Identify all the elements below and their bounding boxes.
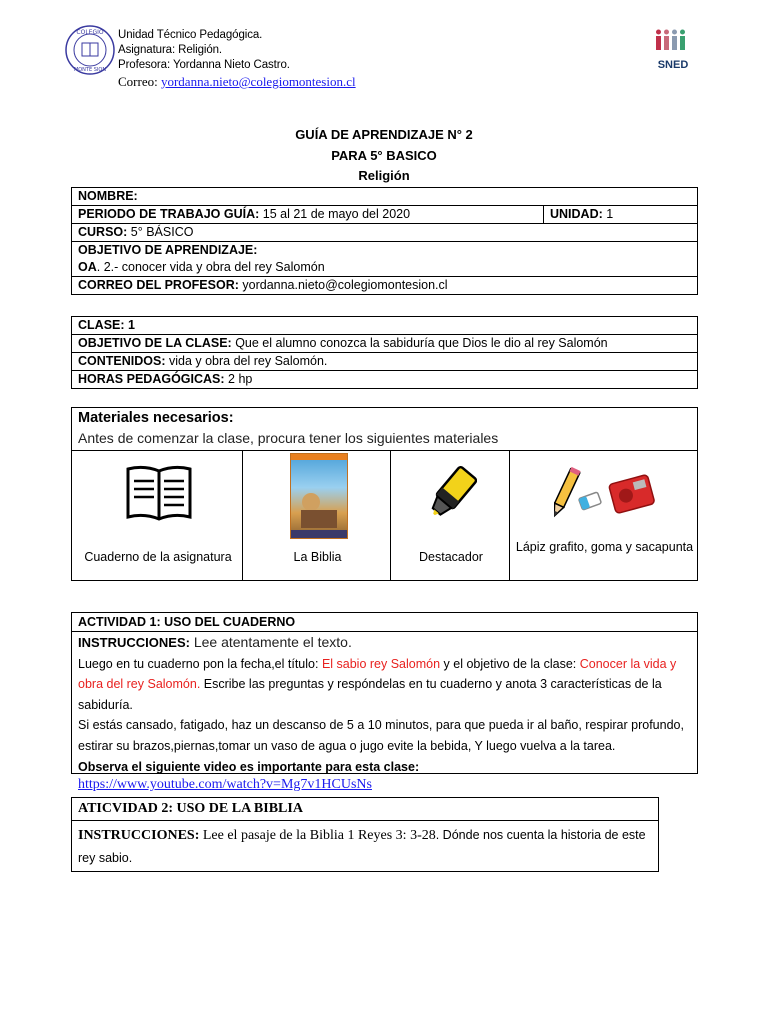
material-cell-lapiz	[509, 450, 698, 581]
unidad-cell: UNIDAD: 1	[544, 206, 698, 224]
material-label-biblia: La Biblia	[293, 550, 342, 564]
svg-text:MONTE SION: MONTE SION	[73, 67, 107, 73]
actividad1-box	[71, 612, 698, 793]
materiales-title: Materiales necesarios:	[78, 410, 234, 426]
curso-row: CURSO: 5° BÁSICO	[72, 224, 698, 242]
horas-row: HORAS PEDAGÓGICAS: 2 hp	[72, 371, 698, 389]
actividad1-title: ACTIVIDAD 1: USO DEL CUADERNO	[78, 615, 296, 629]
actividad1-title-row	[72, 613, 697, 632]
header-teacher: Profesora: Yordanna Nieto Castro.	[118, 59, 290, 71]
actividad2-title-row	[72, 798, 658, 821]
page-title-line1: GUÍA DE APRENDIZAJE N° 2	[295, 127, 473, 142]
actividad2-body: INSTRUCCIONES: Lee el pasaje de la Biblia 1 Reyes 3: 3-28. Dónde nos cuenta la historia de este rey sabio.	[78, 828, 646, 865]
actividad1-instrucciones: INSTRUCCIONES: Lee atentamente el texto.	[78, 634, 352, 650]
pencil-eraser-sharpener-icon	[554, 465, 658, 528]
material-cell-biblia	[242, 450, 391, 581]
header-unit: Unidad Técnico Pedagógica.	[118, 29, 263, 41]
header-email-row	[118, 74, 356, 90]
actividad1-body	[72, 632, 697, 793]
header-email-link[interactable]: yordanna.nieto@colegiomontesion.cl	[160, 74, 356, 89]
material-cell-destacador	[390, 450, 510, 581]
bible-icon	[290, 453, 348, 539]
objetivo-aprendizaje-row: OBJETIVO DE APRENDIZAJE: OA. 2.- conocer vida y obra del rey Salomón	[72, 242, 698, 277]
contenidos-row: CONTENIDOS: vida y obra del rey Salomón.	[72, 353, 698, 371]
header-subject: Asignatura: Religión.	[118, 44, 223, 56]
actividad1-video-row	[78, 777, 691, 793]
notebook-icon	[124, 463, 194, 528]
material-cell-cuaderno	[71, 450, 243, 581]
sned-logo	[648, 28, 698, 71]
material-label-destacador: Destacador	[419, 550, 483, 564]
school-seal-logo	[64, 24, 116, 76]
header-email-label: Correo:	[118, 74, 161, 89]
page-title-line2: PARA 5° BASICO	[331, 148, 437, 163]
info-table	[71, 187, 698, 295]
materiales-subtitle: Antes de comenzar la clase, procura tener los siguientes materiales	[78, 430, 499, 446]
material-label-lapiz: Lápiz grafito, goma y sacapunta	[515, 540, 694, 554]
sned-logo-text: SNED	[657, 59, 689, 71]
actividad2-box	[71, 797, 659, 872]
youtube-video-link[interactable]: https://www.youtube.com/watch?v=Mg7v1HCUsNs	[78, 777, 372, 793]
correo-profesor-row: CORREO DEL PROFESOR: yordanna.nieto@colegiomontesion.cl	[72, 277, 698, 295]
clase-row: CLASE: 1	[72, 317, 698, 335]
objetivo-clase-row: OBJETIVO DE LA CLASE: Que el alumno conozca la sabiduría que Dios le dio al rey Salomón	[72, 335, 698, 353]
highlighter-icon	[427, 465, 477, 526]
periodo-cell: PERIODO DE TRABAJO GUÍA: 15 al 21 de mayo del 2020	[72, 206, 544, 224]
page-title-line3: Religión	[358, 168, 410, 183]
actividad2-title: ATICVIDAD 2: USO DE LA BIBLIA	[78, 801, 303, 816]
actividad1-red-title: El sabio rey Salomón	[321, 656, 441, 671]
nombre-row: NOMBRE:	[72, 188, 698, 206]
actividad1-video-label: Observa el siguiente video es importante para esta clase:	[78, 759, 420, 774]
svg-text:COLEGIO: COLEGIO	[76, 29, 104, 36]
clase-table	[71, 316, 698, 389]
actividad1-paragraph: Luego en tu cuaderno pon la fecha,el título: El sabio rey Salomón y el objetivo de la clase: Conocer la vida y obra del rey Salomón. Escribe las preguntas y respóndelas en tu cuaderno y anota 3 características de la sabiduría.	[78, 656, 677, 712]
actividad1-rest-paragraph: Si estás cansado, fatigado, haz un descanso de 5 a 10 minutos, para que pueda ir al baño, respirar profundo, estirar su brazos,piernas,tomar un vaso de agua o jugo evite la bebida, Y luego vuelva a la tarea.	[78, 718, 684, 753]
material-label-cuaderno: Cuaderno de la asignatura	[84, 550, 232, 564]
actividad1-red-objective: Conocer la vida y obra del rey Salomón.	[78, 656, 677, 692]
